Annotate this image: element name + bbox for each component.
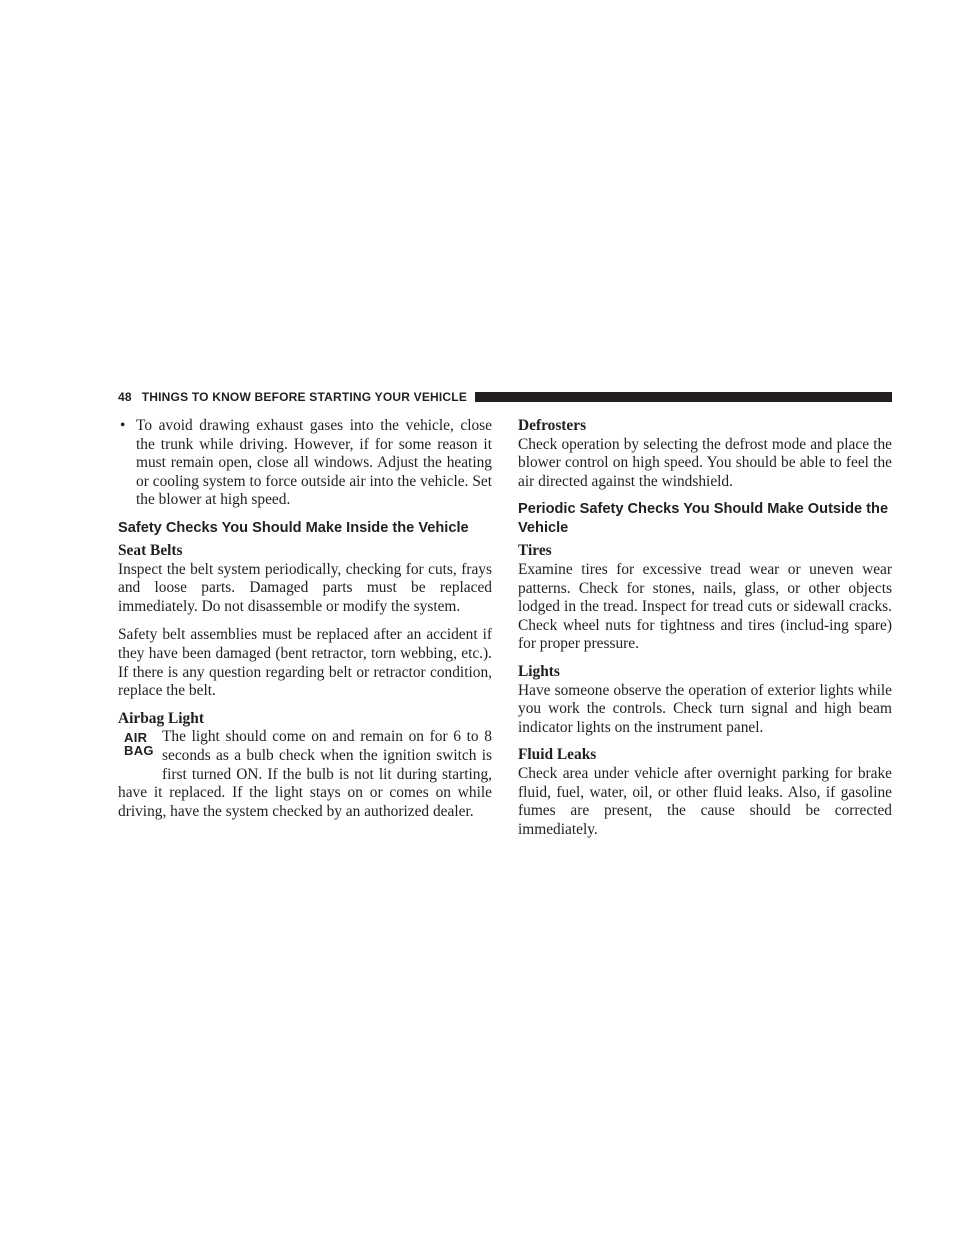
left-column — [118, 417, 492, 821]
lights-paragraph: Have someone observe the operation of exterior lights while you work the controls. Check turn signal and high beam indicator lights on the instrument panel. — [518, 681, 892, 736]
exhaust-bullet-text: To avoid drawing exhaust gases into the vehicle, close the trunk while driving. However, if for some reason it must remain open, close all windows. Adjust the heating or cooling system to force outside air into the vehicle. Set the blower at high speed. — [136, 417, 492, 509]
airbag-icon-line-2: BAG — [124, 743, 154, 759]
section-title-inside: Safety Checks You Should Make Inside the Vehicle — [118, 519, 469, 536]
defrosters-paragraph: Check operation by selecting the defrost mode and place the blower control on high speed. You should be able to feel the air directed against the windshield. — [518, 435, 892, 490]
page-header — [118, 389, 892, 405]
airbag-light-heading: Airbag Light — [118, 709, 204, 727]
page-number: 48 — [118, 390, 132, 404]
airbag-warning-icon — [118, 731, 162, 771]
lights-heading: Lights — [518, 662, 560, 680]
seat-belts-heading: Seat Belts — [118, 541, 183, 559]
defrosters-heading: Defrosters — [518, 417, 587, 434]
section-title-outside: Periodic Safety Checks You Should Make Outside the Vehicle — [518, 501, 889, 537]
airbag-light-paragraph: The light should come on and remain on for 6 to 8 seconds as a bulb check when the ignition switch is first turned ON. If the bulb is not lit during starting, have it replaced. If the light stays on or comes on while driving, have the system checked by an authorized dealer. — [118, 728, 492, 820]
airbag-icon-line-1: AIR — [124, 730, 148, 746]
seat-belts-paragraph-1: Inspect the belt system periodically, checking for cuts, frays and loose parts. Damaged parts must be replaced immediately. Do not disassemble or modify the system. — [118, 560, 492, 615]
exhaust-bullet — [118, 417, 492, 510]
header-rule — [475, 392, 892, 402]
tires-heading: Tires — [518, 542, 552, 560]
bullet-mark: • — [120, 417, 126, 434]
right-column — [518, 417, 892, 839]
fluid-leaks-paragraph: Check area under vehicle after overnight parking for brake fluid, fuel, water, oil, or other fluid leaks. Also, if gasoline fumes are present, the cause should be corrected immediately. — [518, 764, 892, 838]
tires-paragraph: Examine tires for excessive tread wear or uneven wear patterns. Check for stones, nails, glass, or other objects lodged in the tread. Inspect for tread cuts or sidewall cracks. Check wheel nuts for tightness and tires (includ-ing spare) for proper pressure. — [518, 560, 892, 653]
chapter-title: THINGS TO KNOW BEFORE STARTING YOUR VEHICLE — [141, 390, 468, 404]
seat-belts-paragraph-2: Safety belt assemblies must be replaced after an accident if they have been damaged (bent retractor, torn webbing, etc.). If there is any question regarding belt or retractor condition, replace the belt. — [118, 626, 492, 700]
fluid-leaks-heading: Fluid Leaks — [518, 746, 597, 764]
